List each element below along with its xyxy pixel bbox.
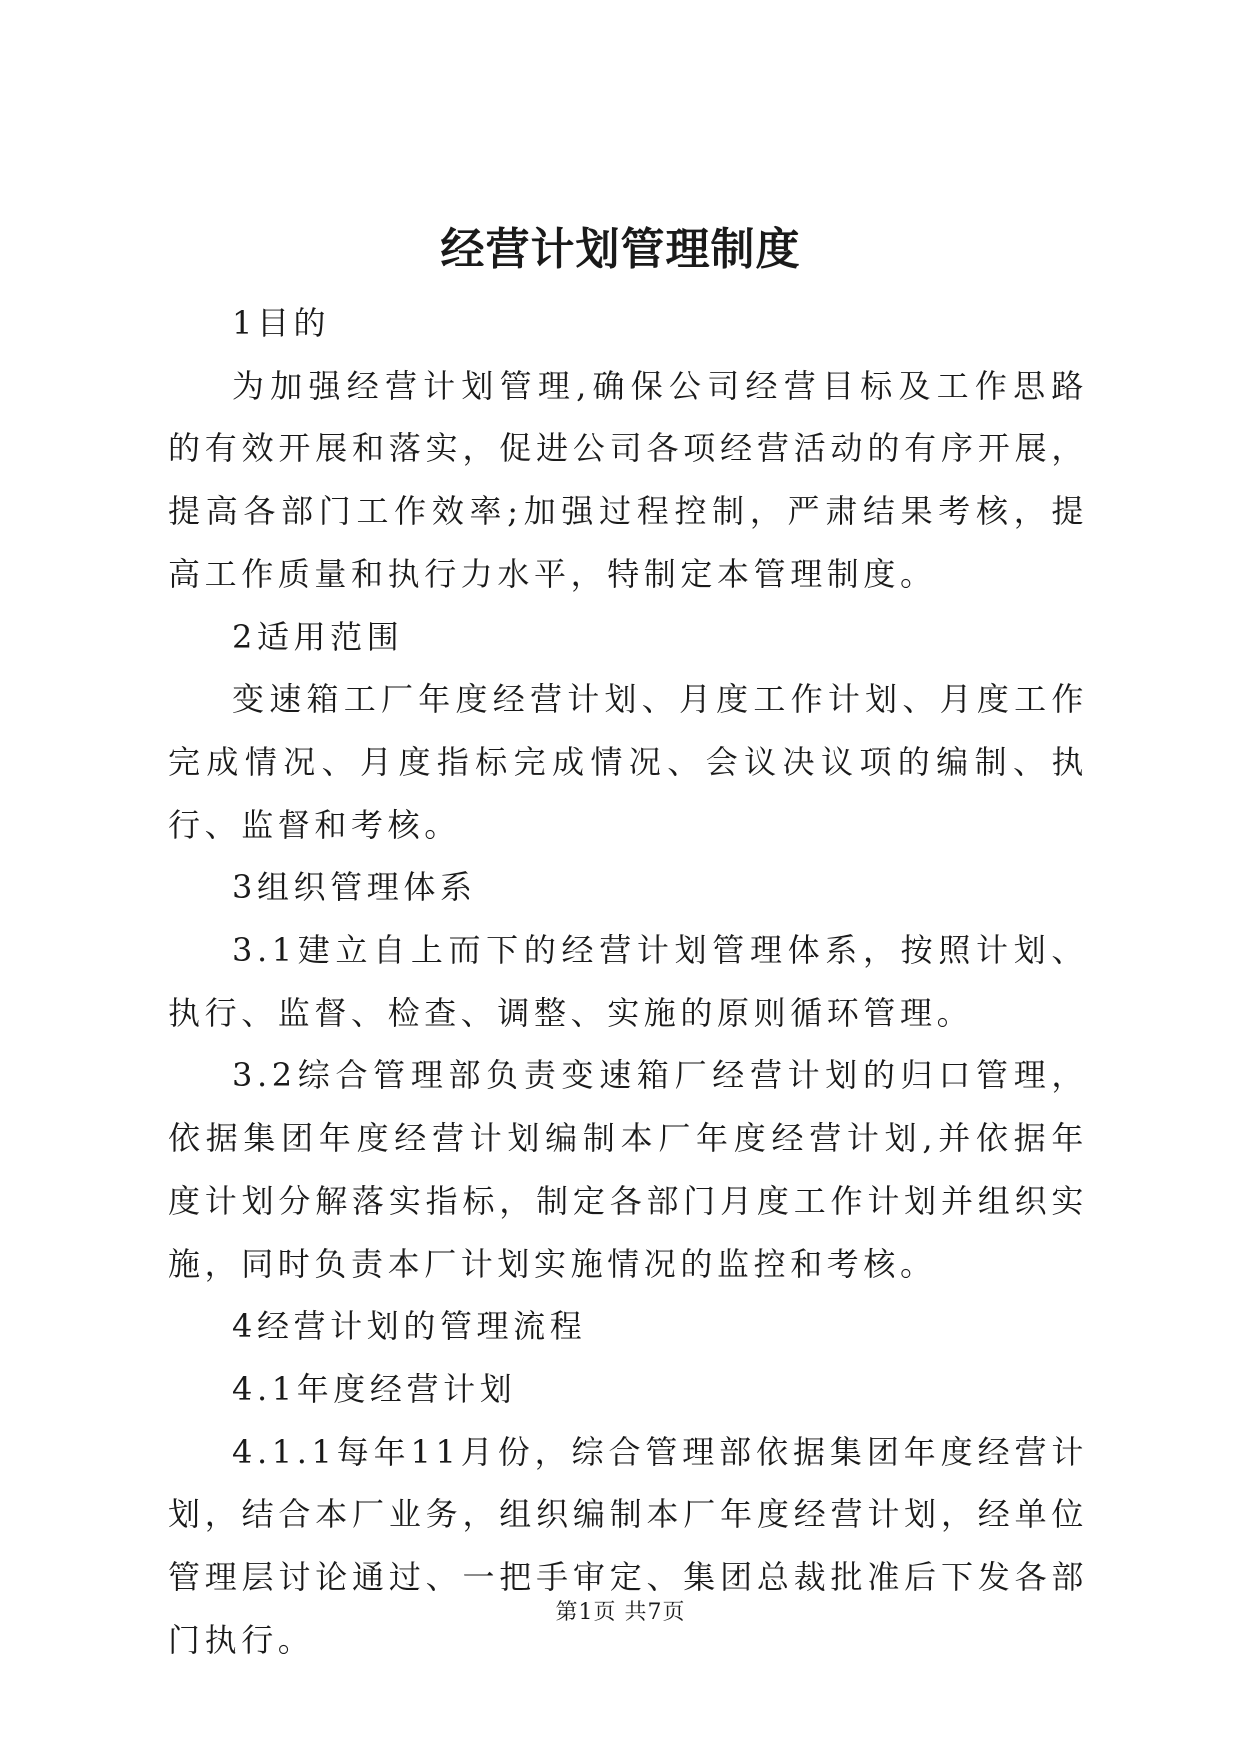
section-heading-2: 2适用范围 (232, 617, 404, 656)
document-body (168, 292, 1088, 1671)
paragraph-3-1: 3.1建立自上而下的经营计划管理体系，按照计划、执行、监督、检查、调整、实施的原则循环管理。 (168, 931, 1088, 1032)
section-heading-4: 4经营计划的管理流程 (232, 1307, 587, 1346)
section-heading-3: 3组织管理体系 (232, 868, 477, 907)
page-number-footer: 第1页 共7页 (555, 1600, 686, 1625)
paragraph-3-2: 3.2综合管理部负责变速箱厂经营计划的归口管理，依据集团年度经营计划编制本厂年度经营计划,并依据年度计划分解落实指标，制定各部门月度工作计划并组织实施，同时负责本厂计划实施情况的监控和考核。 (168, 1056, 1088, 1283)
paragraph-purpose: 为加强经营计划管理,确保公司经营目标及工作思路的有效开展和落实，促进公司各项经营活动的有序开展，提高各部门工作效率;加强过程控制，严肃结果考核，提高工作质量和执行力水平，特制定本管理制度。 (168, 366, 1088, 593)
subsection-heading-4-1: 4.1年度经营计划 (232, 1369, 517, 1408)
document-title: 经营计划管理制度 (440, 224, 801, 275)
section-heading-1: 1目的 (232, 304, 331, 342)
paragraph-4-1-1: 4.1.1每年11月份，综合管理部依据集团年度经营计划，结合本厂业务，组织编制本厂年度经营计划，经单位管理层讨论通过、一把手审定、集团总裁批准后下发各部门执行。 (168, 1432, 1088, 1659)
paragraph-scope: 变速箱工厂年度经营计划、月度工作计划、月度工作完成情况、月度指标完成情况、会议决议项的编制、执行、监督和考核。 (168, 680, 1088, 844)
